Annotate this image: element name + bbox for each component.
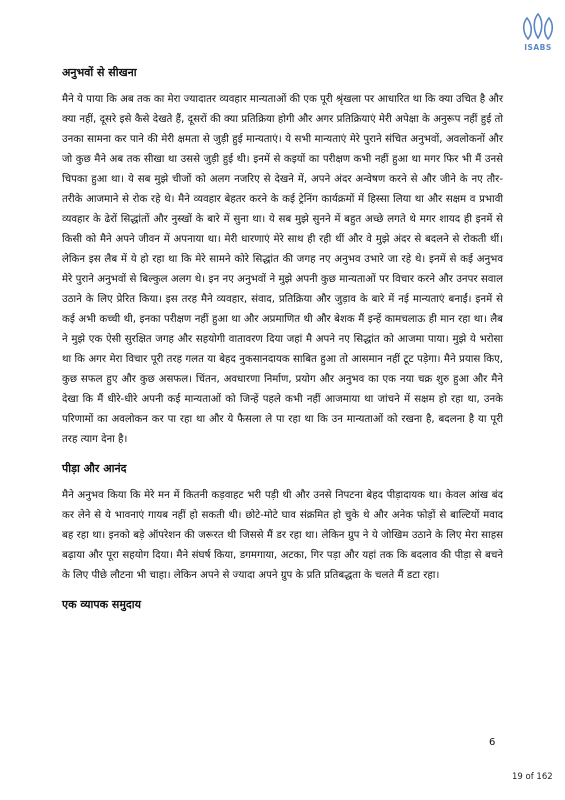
- section-paragraph: मैने ये पाया कि अब तक का मेरा ज्यादातर व्यवहार मान्यताओं की एक पूरी श्रृंखला पर आधारित था कि क्या उचित है और क्या नहीं, दूसरे इसे कैसे देखते हैं, दूसरों की क्या प्रतिक्रिया होगी और अगर प्रतिक्रियाएं मेरी अपेक्षा के अनुरूप नहीं हुई तो उनका सामना कर पाने की मेरी क्षमता से जुड़ी हुई मान्यताएं। ये सभी मान्यताएं मेरे पुराने संचित अनुभवों, अवलोकनों और जो कुछ मैने अब तक सीखा था उससे जुड़ी हुई थी। इनमें से कइयों का परीक्षण कभी नहीं हुआ था मगर फिर भी मैं उनसे चिपका हुआ था। ये सब मुझे चीजों को अलग नजरिए से देखने में, अपने अंदर अन्वेषण करने से और जीने के नए तौर-तरीके आजमाने से रोक रहे थे। मैने व्यवहार बेहतर करने के कई ट्रेनिंग कार्यक्रमों में हिस्सा लिया था और सक्षम व प्रभावी व्यवहार के ढेरों सिद्धांतों और नुस्खों के बारे में सुना था। ये सब मुझे सुनने में बहुत अच्छे लगते थे मगर शायद ही इनमें से किसी को मैने अपने जीवन में अपनाया था। मेरी धारणाएं मेरे साथ ही रही थीं और वे मुझे अंदर से बदलने से रोकती थीं। लेकिन इस लैब में ये हो रहा था कि मेरे सामने कोरे सिद्धांत की जगह नए अनुभव उभारे जा रहे थे। इनमें से कई अनुभव मेरे पुराने अनुभवों से बिल्कुल अलग थे। इन नए अनुभवों ने मुझे अपनी कुछ मान्यताओं पर विचार करने और उनपर सवाल उठाने के लिए प्रेरित किया। इस तरह मैने व्यवहार, संवाद, प्रतिक्रिया और जुड़ाव के बारे में नई मान्यताएं बनाईं। इनमें से कई अभी कच्ची थी, इनका परीक्षण नहीं हुआ था और अप्रमाणित थी और बेशक मैं इन्हें कामचलाऊ ही मान रहा था। लैब ने मुझे एक ऐसी सुरक्षित जगह और सहयोगी वातावरण दिया जहां मै अपने नए सिद्धांत को आजमा पाया। मुझे ये भरोसा था कि अगर मेरा विचार पूरी तरह गलत या बेहद नुकसानदायक साबित हुआ तो आसमान नहीं टूट पड़ेगा। मैने प्रयास किए, कुछ सफल हुए और कुछ असफल। चिंतन, अवधारणा निर्माण, प्रयोग और अनुभव का एक नया चक्र शुरु हुआ और मैने देखा कि मैं धीरे-धीरे अपनी कई मान्यताओं को जिन्हें पहले कभी नहीं आजमाया था जांचने में सक्षम हो रहा था, उनके परिणामों का अवलोकन कर पा रहा था और ये फैसला ले पा रहा था कि उन मान्यताओं को रखना है, बदलना है या पूरी तरह त्याग देना है।: [62, 94, 503, 445]
- lotus-icon: [516, 10, 560, 44]
- logo-wordmark: ISABS: [524, 43, 552, 52]
- section-heading: अनुभवों से सीखना: [62, 66, 137, 79]
- section-paragraph: मैने अनुभव किया कि मेरे मन में कितनी कड़वाहट भरी पड़ी थी और उनसे निपटना बेहद पीड़ादायक था। केवल आंख बंद कर लेने से ये भावनाएं गायब नहीं हो सकती थी। छोटे-मोटे घाव संक्रमित हो चुके थे और अनेक फोड़ों से बाल्टियों मवाद बह रहा था। इनको बड़े ऑपरेशन की जरूरत थी जिससे मैं डर रहा था। लेकिन ग्रुप ने ये जोखिम उठाने के लिए मेरा साहस बढ़ाया और पूरा सहयोग दिया। मैने संघर्ष किया, डगमगाया, अटका, गिर पड़ा और यहां तक कि बदलाव की पीड़ा से बचने के लिए पीछे लौटना भी चाहा। लेकिन अपने से ज्यादा अपने ग्रुप के प्रति प्रतिबद्धता के चलते मैं डटा रहा।: [62, 490, 503, 581]
- section-heading: एक व्यापक समुदाय: [62, 598, 141, 611]
- page-counter: 19 of 162: [512, 772, 553, 782]
- section-heading: पीड़ा और आनंद: [62, 462, 127, 475]
- document-body: [62, 66, 503, 622]
- page-number: 6: [489, 737, 496, 748]
- isabs-logo: [516, 10, 560, 50]
